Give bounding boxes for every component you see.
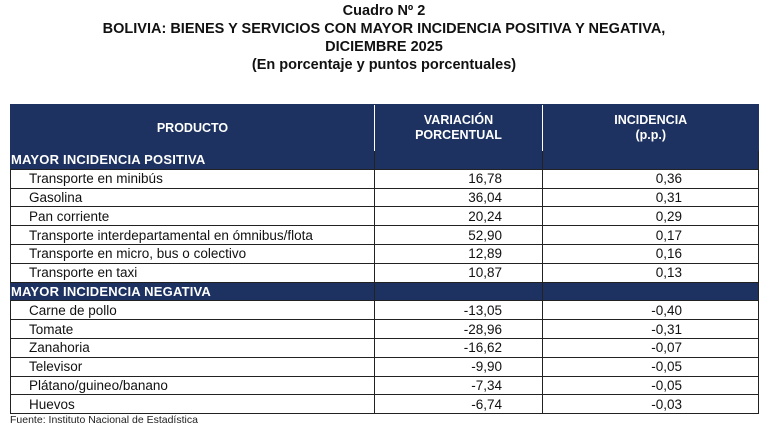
cell-producto: Huevos xyxy=(11,395,375,414)
cell-producto: Plátano/guineo/banano xyxy=(11,376,375,395)
cell-producto: Pan corriente xyxy=(11,207,375,226)
cell-producto: Transporte en micro, bus o colectivo xyxy=(11,244,375,263)
table-header xyxy=(11,105,759,152)
cell-incidencia: 0,36 xyxy=(543,169,759,188)
table-row xyxy=(11,320,759,339)
cell-incidencia: 0,13 xyxy=(543,263,759,282)
table-row xyxy=(11,207,759,226)
cell-incidencia: 0,29 xyxy=(543,207,759,226)
cell-incidencia: -0,31 xyxy=(543,320,759,339)
table-title-date: DICIEMBRE 2025 xyxy=(325,39,443,55)
cell-variacion: 10,87 xyxy=(375,263,543,282)
source-note: Fuente: Instituto Nacional de Estadística xyxy=(10,414,198,426)
cell-variacion: -7,34 xyxy=(375,376,543,395)
incidence-table xyxy=(10,104,759,414)
section-label: MAYOR INCIDENCIA NEGATIVA xyxy=(11,282,375,301)
cell-variacion: 12,89 xyxy=(375,244,543,263)
table-row xyxy=(11,376,759,395)
section-spacer xyxy=(375,151,543,169)
cell-incidencia: -0,07 xyxy=(543,338,759,357)
cell-variacion: 16,78 xyxy=(375,169,543,188)
section-label: MAYOR INCIDENCIA POSITIVA xyxy=(11,151,375,169)
table-row xyxy=(11,338,759,357)
cell-producto: Transporte interdepartamental en ómnibus/flota xyxy=(11,226,375,245)
cell-producto: Tomate xyxy=(11,320,375,339)
section-negative xyxy=(11,282,759,301)
table-title: BOLIVIA: BIENES Y SERVICIOS CON MAYOR INCIDENCIA POSITIVA Y NEGATIVA, xyxy=(102,21,666,37)
cell-producto: Zanahoria xyxy=(11,338,375,357)
cell-incidencia: 0,31 xyxy=(543,188,759,207)
table-row xyxy=(11,395,759,414)
table-row xyxy=(11,244,759,263)
section-spacer xyxy=(543,151,759,169)
table-row xyxy=(11,357,759,376)
cell-producto: Televisor xyxy=(11,357,375,376)
cell-incidencia: -0,05 xyxy=(543,357,759,376)
table-row xyxy=(11,226,759,245)
section-positive xyxy=(11,151,759,169)
cell-incidencia: -0,03 xyxy=(543,395,759,414)
table-row xyxy=(11,301,759,320)
cell-incidencia: 0,16 xyxy=(543,244,759,263)
table-titles xyxy=(0,2,768,74)
table-number: Cuadro Nº 2 xyxy=(342,3,426,19)
cell-variacion: -6,74 xyxy=(375,395,543,414)
cell-producto: Transporte en taxi xyxy=(11,263,375,282)
table-row xyxy=(11,188,759,207)
table-row xyxy=(11,263,759,282)
header-incidencia: INCIDENCIA (p.p.) xyxy=(543,105,759,152)
cell-variacion: 52,90 xyxy=(375,226,543,245)
cell-producto: Gasolina xyxy=(11,188,375,207)
cell-incidencia: -0,05 xyxy=(543,376,759,395)
table-body xyxy=(11,151,759,414)
header-variacion: VARIACIÓN PORCENTUAL xyxy=(375,105,543,152)
section-spacer xyxy=(543,282,759,301)
header-producto: PRODUCTO xyxy=(11,105,375,152)
cell-incidencia: 0,17 xyxy=(543,226,759,245)
section-spacer xyxy=(375,282,543,301)
cell-incidencia: -0,40 xyxy=(543,301,759,320)
cell-variacion: 20,24 xyxy=(375,207,543,226)
cell-variacion: -16,62 xyxy=(375,338,543,357)
table-row xyxy=(11,169,759,188)
cell-variacion: 36,04 xyxy=(375,188,543,207)
cell-variacion: -28,96 xyxy=(375,320,543,339)
cell-producto: Carne de pollo xyxy=(11,301,375,320)
table-subtitle: (En porcentaje y puntos porcentuales) xyxy=(251,57,517,73)
cell-variacion: -13,05 xyxy=(375,301,543,320)
cell-producto: Transporte en minibús xyxy=(11,169,375,188)
cell-variacion: -9,90 xyxy=(375,357,543,376)
